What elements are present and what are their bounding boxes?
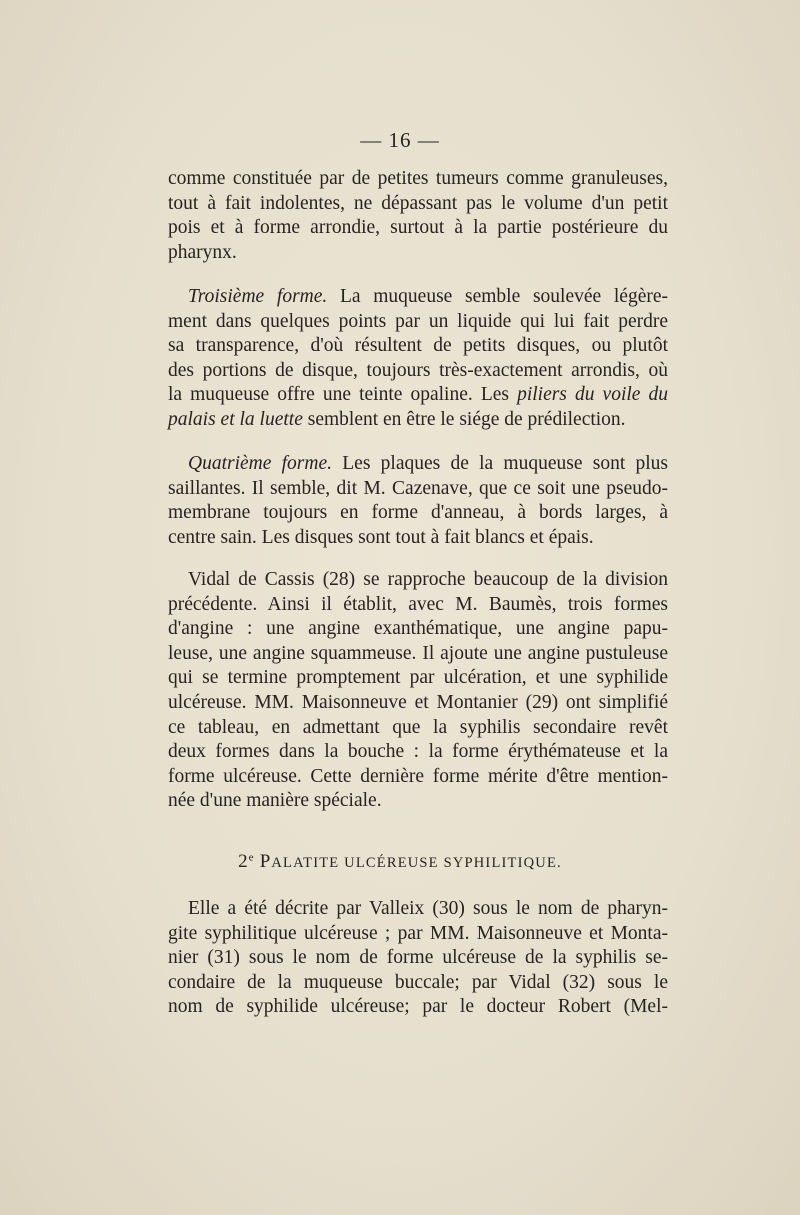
- text-line: Quatrième forme. Les plaques de la muqueuse sont plus: [188, 453, 668, 474]
- text-line: née d'une manière spéciale.: [168, 790, 382, 812]
- text-line: ce tableau, en admettant que la syphilis secondaire revêt: [168, 716, 668, 738]
- text-line: centre sain. Les disques sont tout à fait blancs et épais.: [168, 526, 594, 548]
- text-line: des portions de disque, toujours très-exactement arrondis, où: [168, 359, 668, 381]
- form-title: Troisième forme.: [188, 286, 328, 307]
- text-line: d'angine : une angine exanthématique, une angine papu-: [168, 618, 668, 640]
- text-line: forme ulcéreuse. Cette dernière forme mérite d'être mention-: [168, 765, 668, 787]
- text-line: ulcéreuse. MM. Maisonneuve et Montanier (29) ont simplifié: [168, 691, 668, 713]
- text-line: comme constituée par de petites tumeurs comme granuleuses,: [168, 168, 668, 189]
- text-line: ment dans quelques points par un liquide qui lui fait perdre: [168, 310, 668, 332]
- text-line: Vidal de Cassis (28) se rapproche beaucoup de la division: [188, 569, 668, 590]
- form-title: Quatrième forme.: [188, 453, 333, 474]
- text-line: Elle a été décrite par Valleix (30) sous le nom de pharyn-: [188, 898, 668, 919]
- paragraph-palatite: [168, 897, 668, 1020]
- text-line: leuse, une angine squammeuse. Il ajoute une angine pustuleuse: [168, 642, 668, 664]
- italic-term: palais et la luette: [168, 408, 303, 430]
- text-line: pharynx.: [168, 241, 237, 263]
- text-line: gite syphilitique ulcéreuse ; par MM. Maisonneuve et Monta-: [168, 922, 668, 944]
- text-line: saillantes. Il semble, dit M. Cazenave, que ce soit une pseudo-: [168, 477, 668, 499]
- text-line: sa transparence, d'où résultent de petits disques, ou plutôt: [168, 335, 668, 357]
- paragraph-quatrieme-forme: [168, 452, 668, 550]
- paragraph-troisieme-forme: [168, 285, 668, 433]
- text-line: membrane toujours en forme d'anneau, à bords larges, à: [168, 502, 668, 524]
- text-line: condaire de la muqueuse buccale; par Vidal (32) sous le: [168, 971, 668, 993]
- text-line: précédente. Ainsi il établit, avec M. Baumès, trois formes: [168, 593, 668, 615]
- section-heading: 2e PALATITE ULCÉREUSE SYPHILITIQUE.: [238, 851, 562, 872]
- text-line: nom de syphilide ulcéreuse; par le docteur Robert (Mel-: [168, 996, 668, 1018]
- text-line: qui se termine promptement par ulcération, et une syphilide: [168, 667, 668, 689]
- text-line: Troisième forme. La muqueuse semble soulevée légère-: [188, 286, 668, 307]
- text-line: pois et à forme arrondie, surtout à la partie postérieure du: [168, 217, 668, 239]
- text-line: nier (31) sous le nom de forme ulcéreuse de la syphilis se-: [168, 947, 668, 969]
- page-number: — 16 —: [360, 128, 440, 152]
- italic-term: piliers du voile du: [517, 384, 668, 406]
- text-line: tout à fait indolentes, ne dépassant pas le volume d'un petit: [168, 192, 668, 214]
- text-line: la muqueuse offre une teinte opaline. Les piliers du voile du: [168, 384, 668, 406]
- text-line: deux formes dans la bouche : la forme érythémateuse et la: [168, 741, 668, 763]
- paragraph-continuation: [168, 167, 668, 265]
- paragraph-vidal-de-cassis: [168, 568, 668, 814]
- text-line: palais et la luette semblent en être le siége de prédilection.: [168, 408, 626, 430]
